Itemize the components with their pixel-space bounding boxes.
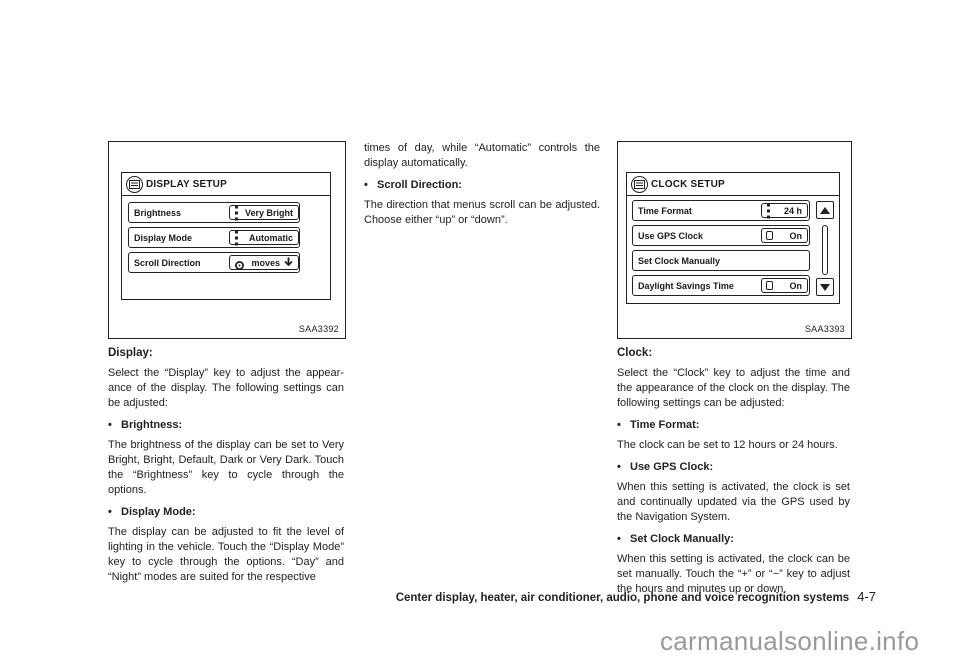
bullet-mark: •: [108, 506, 112, 518]
page-number: 4-7: [857, 589, 876, 604]
set-clock-manually-label: Set Clock Manually: [638, 255, 721, 266]
display-mode-row[interactable]: [128, 227, 300, 248]
watermark: carmanualsonline.info: [660, 626, 920, 656]
bullet-mark: •: [617, 461, 621, 473]
scroll-direction-heading: Scroll Direction:: [377, 179, 462, 191]
time-format-label: Time Format: [638, 205, 692, 216]
use-gps-clock-text: When this setting is activated, the clock is set and continually updated via the GPS used by the Navigation System.: [617, 481, 850, 523]
set-clock-manually-text: When this setting is activated, the clock can be set manually. Touch the “+” or “−” key to adjust the hours and minutes up or down.: [617, 553, 850, 595]
down-arrow-icon: [284, 257, 293, 268]
display-mode-text: The display can be adjusted to fit the level of lighting in the vehicle. Touch the “Display Mode” key to cycle through the options. “Day” and “Night” modes are suited for the respective: [108, 526, 344, 583]
time-format-bullet: [617, 418, 850, 433]
scroll-up-button[interactable]: [816, 201, 834, 219]
page-footer: [384, 589, 876, 604]
clock-intro: Select the “Clock” key to adjust the time and the appearance of the clock on the display. The following settings can be adjusted:: [617, 367, 850, 409]
column-display: [108, 346, 344, 592]
display-heading: Display:: [108, 347, 153, 359]
time-format-heading: Time Format:: [630, 419, 700, 431]
display-setup-title: DISPLAY SETUP: [146, 178, 227, 190]
figure-code-right: SAA3393: [804, 324, 845, 334]
brightness-heading: Brightness:: [121, 419, 183, 431]
time-format-value: 24 h: [783, 205, 802, 216]
column-clock: [617, 346, 850, 604]
daylight-savings-label: Daylight Savings Time: [638, 280, 734, 291]
triangle-down-icon: [820, 278, 830, 296]
figure-code-left: SAA3392: [298, 324, 339, 334]
toggle-indicator: [766, 231, 773, 240]
display-mode-heading: Display Mode:: [121, 506, 196, 518]
display-setup-figure: [108, 141, 346, 339]
scroll-direction-text: The direction that menus scroll can be adjusted. Choose either “up” or “down”.: [364, 199, 600, 226]
time-format-control[interactable]: [761, 203, 808, 218]
scroll-direction-value: moves: [251, 257, 280, 268]
use-gps-clock-label: Use GPS Clock: [638, 230, 704, 241]
column-continued: [364, 141, 600, 235]
triangle-up-icon: [820, 201, 830, 219]
bullet-mark: •: [108, 419, 112, 431]
scroll-direction-bullet: [364, 178, 600, 193]
clock-heading: Clock:: [617, 347, 653, 359]
scroll-track[interactable]: [822, 225, 828, 275]
scroll-direction-label: Scroll Direction: [134, 257, 201, 268]
setup-icon: [631, 176, 648, 193]
bullet-mark: •: [617, 533, 621, 545]
bullet-mark: •: [364, 179, 368, 191]
display-mode-label: Display Mode: [134, 232, 193, 243]
clock-setup-title: CLOCK SETUP: [651, 178, 725, 190]
brightness-label: Brightness: [134, 207, 182, 218]
set-clock-manually-bullet: [617, 532, 850, 547]
scroll-direction-control[interactable]: [229, 255, 299, 270]
set-clock-manually-heading: Set Clock Manually:: [630, 533, 734, 545]
set-clock-manually-row[interactable]: [632, 250, 810, 271]
brightness-value: Very Bright: [244, 207, 293, 218]
brightness-bullet: [108, 418, 344, 433]
up-down-arrows-icon: [235, 230, 238, 245]
daylight-savings-row[interactable]: [632, 275, 810, 296]
use-gps-clock-toggle[interactable]: [761, 228, 808, 243]
clock-setup-header: [627, 173, 839, 196]
daylight-savings-toggle[interactable]: [761, 278, 808, 293]
display-intro: Select the “Display” key to adjust the appear-ance of the display. The following settings can be adjusted:: [108, 367, 344, 409]
brightness-row[interactable]: [128, 202, 300, 223]
scroll-down-button[interactable]: [816, 278, 834, 296]
use-gps-clock-value: On: [789, 230, 802, 241]
use-gps-clock-row[interactable]: [632, 225, 810, 246]
use-gps-clock-heading: Use GPS Clock:: [630, 461, 714, 473]
display-mode-control[interactable]: [229, 230, 299, 245]
brightness-control[interactable]: [229, 205, 299, 220]
display-setup-screen: [121, 172, 331, 300]
use-gps-clock-bullet: [617, 460, 850, 475]
display-setup-header: [122, 173, 330, 196]
daylight-savings-value: On: [789, 280, 802, 291]
clock-setup-figure: [617, 141, 852, 339]
display-mode-bullet: [108, 505, 344, 520]
time-format-row[interactable]: [632, 200, 810, 221]
toggle-indicator: [766, 281, 773, 290]
scroll-direction-row[interactable]: [128, 252, 300, 273]
up-down-arrows-icon: [235, 205, 238, 220]
time-format-text: The clock can be set to 12 hours or 24 hours.: [617, 439, 838, 451]
footer-section-title: Center display, heater, air conditioner, audio, phone and voice recognition systems: [395, 592, 850, 604]
display-mode-value: Automatic: [248, 232, 293, 243]
setup-icon: [126, 176, 143, 193]
clock-setup-screen: [626, 172, 840, 304]
brightness-text: The brightness of the display can be set to Very Bright, Bright, Default, Dark or Very Dark. Touch the “Brightness” key to cycle through the options.: [108, 439, 344, 496]
display-mode-continued: times of day, while “Automatic” controls the display automatically.: [364, 142, 600, 169]
scroll-knob-icon: [235, 261, 244, 272]
bullet-mark: •: [617, 419, 621, 431]
up-down-arrows-icon: [767, 203, 770, 218]
